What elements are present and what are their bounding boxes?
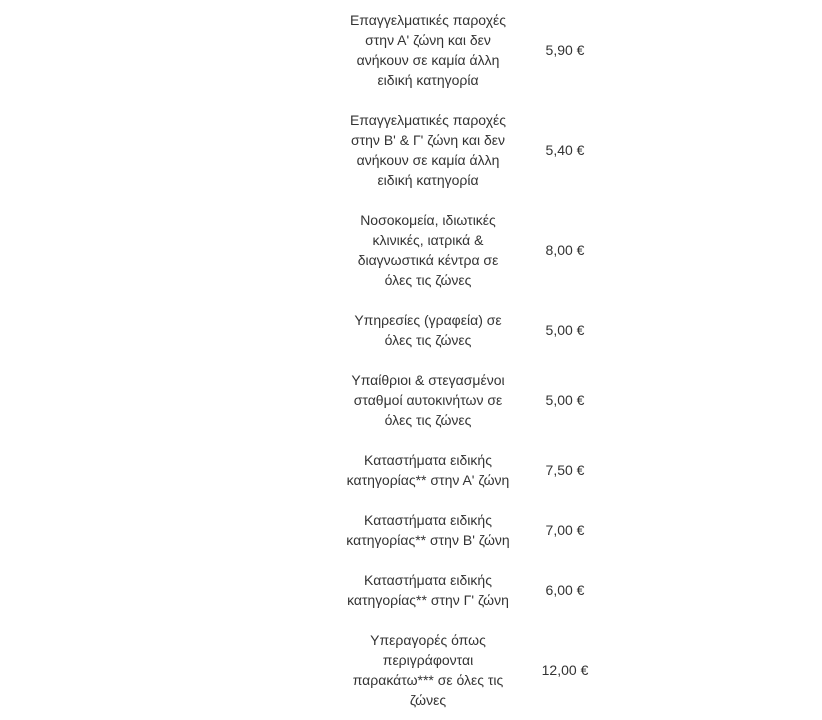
table-row (336, 560, 606, 620)
rate-description-line: όλες τις ζώνες (384, 272, 472, 288)
rate-description (336, 300, 524, 360)
rate-description-line: Υπηρεσίες (γραφεία) σε (354, 312, 502, 328)
rate-description-line: όλες τις ζώνες (384, 332, 472, 348)
rate-description-line: στην Β' & Γ' ζώνη και δεν (350, 132, 506, 148)
rate-price: 5,90 € (545, 42, 585, 58)
rate-description (336, 440, 524, 500)
table-row (336, 300, 606, 360)
rate-description-line: κατηγορίας** στην Β' ζώνη (346, 532, 510, 548)
rate-description-line: Υπαίθριοι & στεγασμένοι (351, 372, 505, 388)
table-row (336, 360, 606, 440)
rates-table-body (336, 0, 606, 720)
rate-description-line: παρακάτω*** σε όλες τις (352, 672, 504, 688)
rate-description-line: Επαγγελματικές παροχές (349, 112, 507, 128)
rate-description-line: περιγράφονται (382, 652, 474, 668)
rate-description-line: ειδική κατηγορία (377, 72, 479, 88)
rate-description-line: Υπεραγορές όπως (370, 632, 486, 648)
rate-description-line: Επαγγελματικές παροχές (349, 12, 507, 28)
rate-description-line: ανήκουν σε καμία άλλη (356, 152, 500, 168)
rate-price: 12,00 € (541, 662, 589, 678)
table-row (336, 0, 606, 100)
rate-description-line: ανήκουν σε καμία άλλη (356, 52, 500, 68)
rate-description-line: στην Α' ζώνη και δεν (365, 32, 491, 48)
rate-description-line: κλινικές, ιατρικά & (372, 232, 484, 248)
table-row (336, 440, 606, 500)
rate-price: 7,00 € (545, 522, 585, 538)
rate-description (336, 500, 524, 560)
rate-description-line: κατηγορίας** στην Α' ζώνη (346, 472, 510, 488)
rate-description (336, 620, 524, 720)
table-row (336, 200, 606, 300)
rate-price: 7,50 € (545, 462, 585, 478)
rate-price: 5,40 € (545, 142, 585, 158)
rate-description-line: όλες τις ζώνες (384, 412, 472, 428)
rate-description-line: ειδική κατηγορία (377, 172, 479, 188)
rate-price: 5,00 € (545, 322, 585, 338)
rate-description (336, 200, 524, 300)
rate-description (336, 0, 524, 100)
rate-price: 5,00 € (545, 392, 585, 408)
table-row (336, 100, 606, 200)
rate-price: 6,00 € (545, 582, 585, 598)
rate-description (336, 100, 524, 200)
rate-description (336, 560, 524, 620)
rate-description-line: Καταστήματα ειδικής (364, 512, 492, 528)
rate-description-line: διαγνωστικά κέντρα σε (357, 252, 499, 268)
rates-table (336, 0, 606, 720)
rate-description-line: Νοσοκομεία, ιδιωτικές (360, 212, 496, 228)
rate-description-line: κατηγορίας** στην Γ' ζώνη (347, 592, 509, 608)
rate-description-line: Καταστήματα ειδικής (364, 452, 492, 468)
rate-description-line: Καταστήματα ειδικής (364, 572, 492, 588)
rate-price: 8,00 € (545, 242, 585, 258)
rate-description (336, 360, 524, 440)
table-row (336, 620, 606, 720)
rate-description-line: σταθμοί αυτοκινήτων σε (353, 392, 503, 408)
table-row (336, 500, 606, 560)
rate-description-line: ζώνες (409, 692, 447, 708)
